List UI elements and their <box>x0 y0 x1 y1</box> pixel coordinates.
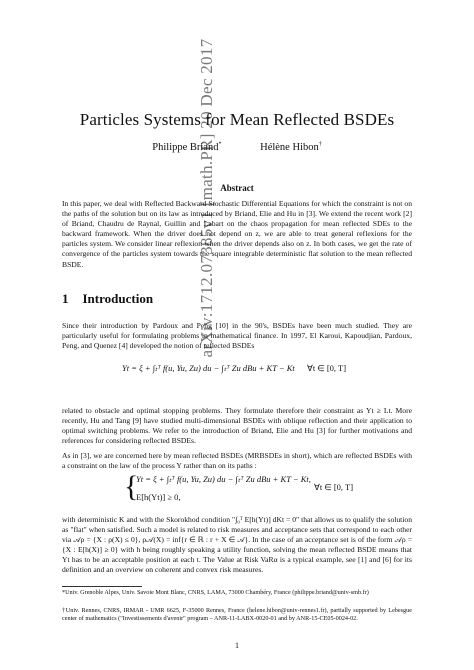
paragraph-1: Since their introduction by Pardoux and Peng [10] in the 90's, BSDEs have been much studied. They are particularly useful for formulating problems in mathematical finance. In 1997, El Karoui, Kapoudjian, Pardoux, Peng, and Quenez [4] developed the notion of reflected BSDEs <box>62 321 412 351</box>
footnote-2: †Univ. Rennes, CNRS, IRMAR - UMR 6625, F-35000 Rennes, France (helene.hibon@univ-rennes1.fr), partially supported by Lebesgue center of mathematics ("Investissements d'avenir" program – ANR-11-LABX-0020-01 and by ANR-15-CE05-0024-02. <box>62 607 412 623</box>
page-number: 1 <box>235 641 239 650</box>
author-2-mark: † <box>318 141 322 147</box>
abstract-heading: Abstract <box>220 183 254 193</box>
abstract-text: In this paper, we deal with Reflected Backward Stochastic Differential Equations for which the constraint is not on the paths of the solution but on its law as introduced by Briand, Elie and Hu in [3]. We extend the recent work [2] of Briand, Chaudru de Raynal, Guillin and Labart on the chaos propagation for mean reflected SDEs to the backward framework. When the driver does not depend on z, we are able to treat general reflexions for the particles system. We consider linear reflexion when the driver depends also on z. In both cases, we get the rate of convergence of the particles system towards the square integrable deterministic flat solution to the mean reflected BSDE. <box>62 199 412 269</box>
paragraph-2: related to obstacle and optimal stopping problems. They formulate therefore their constraint as Yt ≥ Lt. More recently, Hu and Tang [9] have studied multi-dimensional BSDEs with oblique reflection and their application to optimal switching problems. We refer to the introduction of Briand, Elie and Hu [3] for further motivations and references for considering reflected BSDEs. <box>62 406 412 446</box>
paragraph-3: As in [3], we are concerned here by mean reflected BSDEs (MRBSDEs in short), which are reflected BSDEs with a constraint on the law of the process Y rather than on its paths : <box>62 451 412 471</box>
section-title: Introduction <box>82 291 154 306</box>
author-1-name: Philippe Briand <box>152 141 219 153</box>
author-2 <box>260 142 322 153</box>
equation-1-body: Yt = ξ + ∫ₜᵀ f(u, Yu, Zu) du − ∫ₜᵀ Zu dBu + KT − Kt <box>122 363 295 373</box>
equation-1-condition: ∀t ∈ [0, T] <box>307 363 347 373</box>
equation-2-line-2: E[h(Yt)] ≥ 0, <box>136 492 181 502</box>
equation-2-condition: ∀t ∈ [0, T] <box>314 482 354 492</box>
equation-brace: { <box>124 470 139 503</box>
section-heading <box>62 291 412 307</box>
arxiv-stamp-text: arXiv:1712.07385v1 [math.PR] 20 Dec 2017 <box>197 38 216 358</box>
paragraph-4: with deterministic K and with the Skorokhod condition "∫₀ᵀ E[h(Yt)] dKt = 0" that allows us to qualify the solution as "flat" when satisfied. Such a model is related to risk measures and acceptance sets that correspond to each other via 𝒜ρ = {X : ρ(X) ≤ 0}, ρ𝒜(X) = inf{r ∈ ℝ : r + X ∈ 𝒜}. In the case of an acceptance set is of the form 𝒜ρ = {X : E[h(X)] ≥ 0} with h being roughly speaking a utility function, solving the mean reflected BSDE means that Yt has to be an acceptable position at each t. The Value at Risk VaRα is a typical example, see [1] and [6] for its definition and an overview on coherent and convex risk measures. <box>62 515 412 575</box>
footnote-1: *Univ. Grenoble Alpes, Univ. Savoie Mont Blanc, CNRS, LAMA, 73000 Chambéry, France (philippe.briand@univ-smb.fr) <box>62 589 369 596</box>
paper-title: Particles Systems for Mean Reflected BSDEs <box>79 110 395 129</box>
author-list <box>62 141 412 153</box>
section-number: 1 <box>62 291 69 306</box>
author-2-name: Hélène Hibon <box>260 141 319 153</box>
footnote-rule <box>62 586 142 587</box>
equation-2-line-1: Yt = ξ + ∫ₜᵀ f(u, Yu, Zu) du − ∫ₜᵀ Zu dBu + KT − Kt, <box>136 474 311 484</box>
author-1-mark: * <box>218 141 222 147</box>
author-1 <box>152 142 221 153</box>
